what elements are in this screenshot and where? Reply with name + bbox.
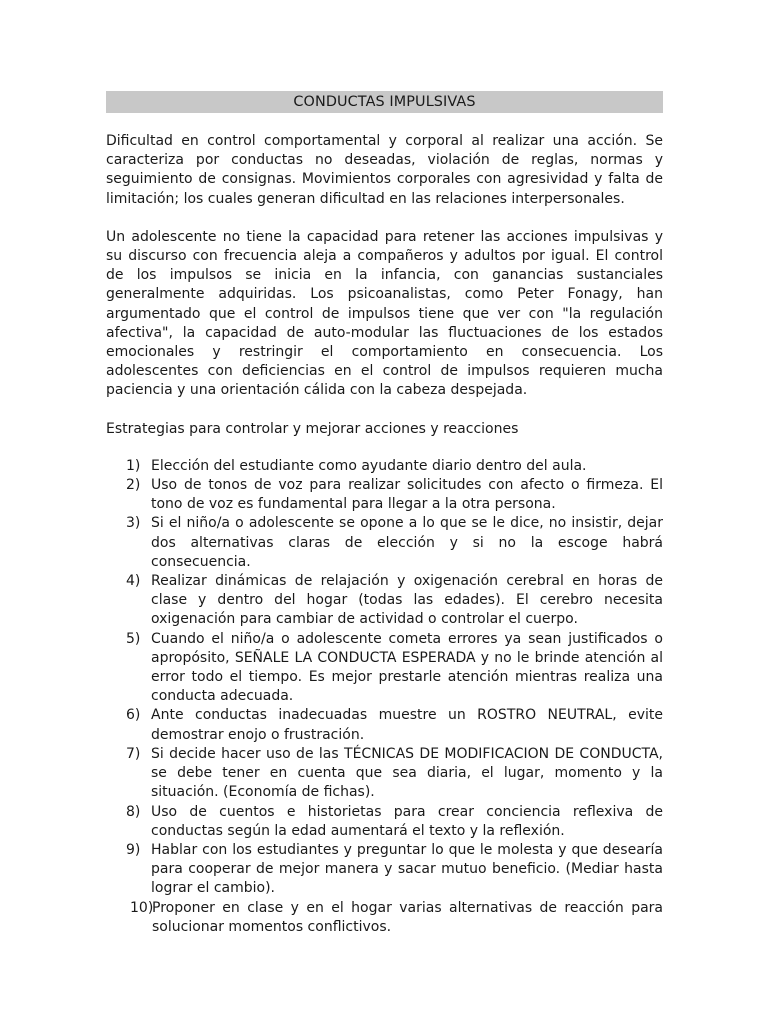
list-item-number: 3) <box>126 515 141 532</box>
list-item <box>106 803 663 841</box>
list-item-text: Cuando el niño/a o adolescente cometa errores ya sean justificados o apropósito, SEÑALE LA CONDUCTA ESPERADA y no le brinde atención al error todo el tiempo. Es mejor prestarle atención mientras realiza una conducta adecuada. <box>151 630 663 705</box>
list-item-text: Si decide hacer uso de las TÉCNICAS DE MODIFICACION DE CONDUCTA, se debe tener en cuenta que sea diaria, el lugar, momento y la situación. (Economía de fichas). <box>151 745 663 801</box>
list-item <box>106 514 663 572</box>
list-item-text: Realizar dinámicas de relajación y oxigenación cerebral en horas de clase y dentro del hogar (todas las edades). El cerebro necesita oxigenación para cambiar de actividad o controlar el cuerpo. <box>151 573 663 628</box>
list-item-text: Uso de cuentos e historietas para crear conciencia reflexiva de conductas según la edad aumentará el texto y la reflexión. <box>151 803 663 839</box>
list-item-number: 6) <box>126 707 141 724</box>
list-item-text: Proponer en clase y en el hogar varias alternativas de reacción para solucionar momentos conflictivos. <box>152 899 663 935</box>
document-page <box>106 91 663 937</box>
list-item <box>106 899 663 937</box>
list-item-number: 1) <box>126 457 141 474</box>
list-item-text: Uso de tonos de voz para realizar solicitudes con afecto o firmeza. El tono de voz es fundamental para llegar a la otra persona. <box>151 477 663 513</box>
list-item-number: 9) <box>126 841 141 858</box>
list-item <box>106 841 663 899</box>
list-item-number: 7) <box>126 745 141 762</box>
list-item-number: 8) <box>126 803 141 820</box>
list-item-number: 5) <box>126 630 141 647</box>
list-item <box>106 457 663 476</box>
list-item-text: Si el niño/a o adolescente se opone a lo que se le dice, no insistir, dejar dos alternativas claras de elección y si no la escoge habrá consecuencia. <box>151 515 663 570</box>
strategies-list <box>106 457 663 937</box>
document-title: CONDUCTAS IMPULSIVAS <box>106 91 663 113</box>
list-item-text: Elección del estudiante como ayudante diario dentro del aula. <box>151 457 587 474</box>
list-item-number: 2) <box>126 477 141 494</box>
adolescent-paragraph: Un adolescente no tiene la capacidad para retener las acciones impulsivas y su discurso con frecuencia aleja a compañeros y adultos por igual. El control de los impulsos se inicia en la infancia, con ganancias sustanciales generalmente adquiridas. Los psicoanalistas, como Peter Fonagy, han argumentado que el control de impulsos tiene que ver con "la regulación afectiva", la capacidad de auto-modular las fluctuaciones de los estados emocionales y restringir el comportamiento en consecuencia. Los adolescentes con deficiencias en el control de impulsos requieren mucha paciencia y una orientación cálida con la cabeza despejada. <box>106 228 663 399</box>
list-item-text: Ante conductas inadecuadas muestre un ROSTRO NEUTRAL, evite demostrar enojo o frustración. <box>151 707 663 743</box>
list-item <box>106 745 663 803</box>
list-item-text: Hablar con los estudiantes y preguntar lo que le molesta y que desearía para cooperar de mejor manera y sacar mutuo beneficio. (Mediar hasta lograr el cambio). <box>151 841 663 897</box>
list-item <box>106 572 663 630</box>
list-item-number: 10) <box>130 899 154 916</box>
list-item <box>106 476 663 514</box>
strategies-heading: Estrategias para controlar y mejorar acciones y reacciones <box>106 420 519 437</box>
list-item <box>106 706 663 744</box>
list-item <box>106 630 663 707</box>
list-item-number: 4) <box>126 573 141 590</box>
intro-paragraph: Dificultad en control comportamental y corporal al realizar una acción. Se caracteriza por conductas no deseadas, violación de reglas, normas y seguimiento de consignas. Movimientos corporales con agresividad y falta de limitación; los cuales generan dificultad en las relaciones interpersonales. <box>106 133 663 207</box>
